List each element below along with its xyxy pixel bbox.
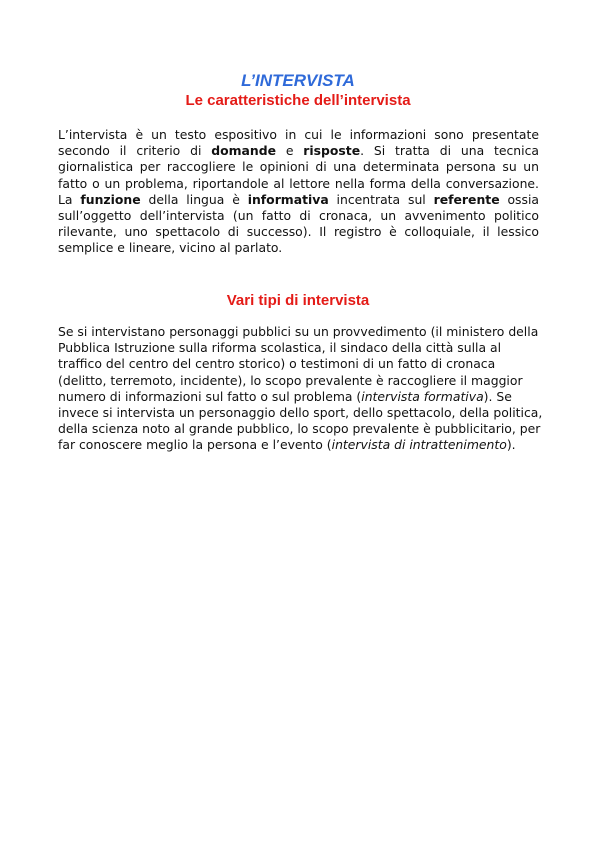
bold-term-referente: referente: [433, 191, 500, 207]
bold-term-domande: domande: [211, 143, 276, 159]
text-span: della lingua è: [140, 191, 248, 207]
italic-term-intervista-intrattenimento: intervista di intrattenimento: [331, 437, 507, 453]
text-span: ).: [506, 437, 516, 453]
bold-term-funzione: funzione: [80, 191, 141, 207]
text-span: incentrata sul: [328, 191, 434, 207]
bold-term-informativa: informativa: [247, 191, 329, 207]
text-span: ). Se invece si intervista un personaggio dello sport, dello spettacolo, della politica, della scienza noto al grande pubblico, lo scopo prevalente è pubblicitario, per far conoscere meglio la persona e l’evento (: [58, 388, 543, 453]
page-subtitle: Le caratteristiche dell’intervista: [185, 92, 411, 109]
page-title: L’INTERVISTA: [241, 71, 355, 90]
text-span: Se si intervistano personaggi pubblici su un provvedimento (il ministero della Pubblica Istruzione sulla riforma scolastica, il sindaco della città sulla al traffico del centro del centro storico) o testimoni di un fatto di cronaca (delitto, terremoto, incidente), lo scopo prevalente è raccogliere il maggior numero di informazioni sul fatto o sul problema (: [58, 324, 539, 404]
text-span: ossia sull’oggetto dell’intervista (un fatto di cronaca, un avvenimento politico rilevante, uno spettacolo di successo). Il registro è colloquiale, il lessico semplice e lineare, vicino al parlato.: [58, 191, 540, 256]
text-span: e: [276, 143, 304, 159]
types-paragraph: [58, 324, 543, 454]
section-heading: Vari tipi di intervista: [226, 292, 370, 309]
intro-paragraph: [58, 127, 539, 257]
text-span: . Si tratta di una tecnica giornalistica per raccogliere le opinioni di una determinata persona su un fatto o un problema, riportandole al lettore nella forma della conversazione. La: [58, 143, 539, 207]
bold-term-risposte: risposte: [303, 143, 361, 159]
text-span: L’intervista è un testo espositivo in cui le informazioni sono presentate secondo il criterio di: [58, 127, 539, 159]
italic-term-intervista-formativa: intervista formativa: [361, 388, 484, 404]
